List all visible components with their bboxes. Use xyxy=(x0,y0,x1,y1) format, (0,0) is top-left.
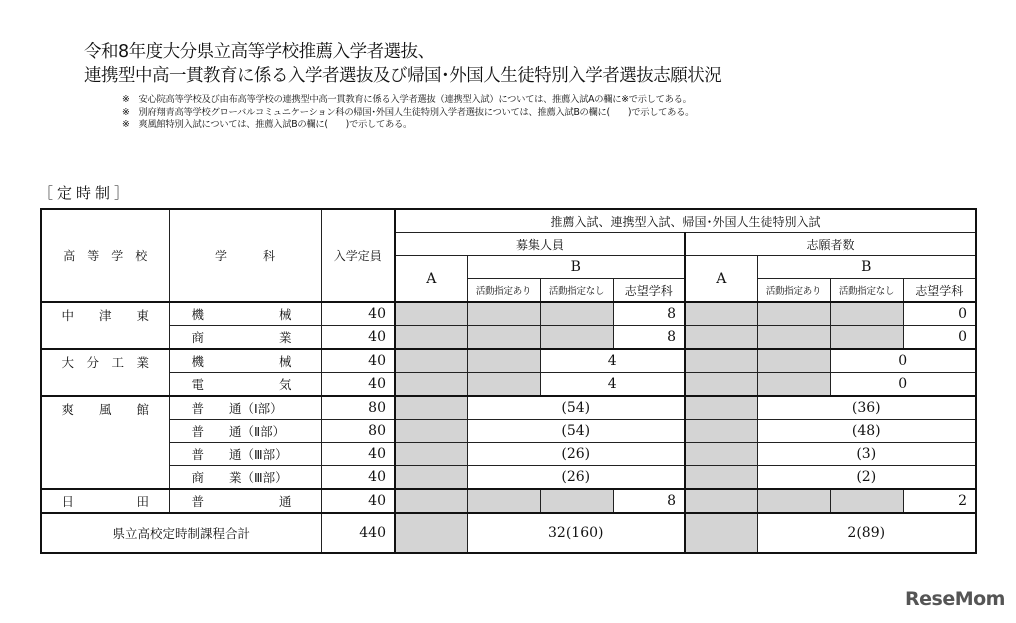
shaded-cell xyxy=(540,326,613,350)
header-wish: 志望学科 xyxy=(903,279,976,303)
capacity: 40 xyxy=(321,349,395,373)
table-row xyxy=(41,396,976,420)
header-act-yes: 活動指定あり xyxy=(757,279,830,303)
applicant-b: (3) xyxy=(757,443,976,466)
dept-name: 電 気 xyxy=(169,373,321,397)
applicant-b: (48) xyxy=(757,420,976,443)
dept-name: 普 通（Ⅲ部） xyxy=(169,443,321,466)
shaded-cell xyxy=(830,489,903,513)
dept-name: 商 業 xyxy=(169,326,321,350)
resemom-logo: ReseMom xyxy=(905,588,1005,610)
capacity: 80 xyxy=(321,420,395,443)
header-recruit: 募集人員 xyxy=(395,233,685,256)
applicant-table xyxy=(40,208,977,554)
page-title-line1: 令和8年度大分県立高等学校推薦入学者選抜、 xyxy=(84,42,435,62)
shaded-cell xyxy=(685,396,757,420)
school-name: 日 田 xyxy=(41,489,169,513)
shaded-cell xyxy=(395,466,467,490)
table-row xyxy=(41,466,976,490)
shaded-cell xyxy=(395,302,467,326)
shaded-cell xyxy=(395,420,467,443)
total-capacity: 440 xyxy=(321,513,395,553)
applicant-b: (2) xyxy=(757,466,976,490)
dept-name: 機 械 xyxy=(169,302,321,326)
table-row xyxy=(41,489,976,513)
shaded-cell xyxy=(467,489,540,513)
shaded-cell xyxy=(685,349,757,373)
header-act-yes: 活動指定あり xyxy=(467,279,540,303)
header-capacity: 入学定員 xyxy=(321,209,395,302)
total-recruit-b: 32(160) xyxy=(467,513,685,553)
applicant-wish: 0 xyxy=(903,326,976,350)
note: ※ 別府翔青高等学校グローバルコミュニケーション科の帰国･外国人生徒特別入学者選抜については、推薦入試Bの欄に( )で示してある。 xyxy=(122,106,695,118)
total-applicant-b: 2(89) xyxy=(757,513,976,553)
shaded-cell xyxy=(395,513,467,553)
header-dept: 学 科 xyxy=(169,209,321,302)
shaded-cell xyxy=(395,443,467,466)
header-b: B xyxy=(757,256,976,279)
applicant-b: (36) xyxy=(757,396,976,420)
header-group: 推薦入試、連携型入試、帰国･外国人生徒特別入試 xyxy=(395,209,976,233)
recruit-wish: 8 xyxy=(613,302,685,326)
applicant-wish: 2 xyxy=(903,489,976,513)
capacity: 40 xyxy=(321,302,395,326)
recruit-b: 4 xyxy=(540,349,685,373)
total-row xyxy=(41,513,976,553)
header-applicants: 志願者数 xyxy=(685,233,976,256)
notes xyxy=(122,94,694,132)
section-heading: ［定時制］ xyxy=(38,184,134,202)
applicant-b: 0 xyxy=(830,373,976,397)
page-title-line2: 連携型中高一貫教育に係る入学者選抜及び帰国･外国人生徒特別入学者選抜志願状況 xyxy=(84,66,722,86)
shaded-cell xyxy=(830,302,903,326)
shaded-cell xyxy=(757,349,830,373)
shaded-cell xyxy=(467,302,540,326)
school-name: 中 津 東 xyxy=(41,302,169,349)
shaded-cell xyxy=(467,373,540,397)
shaded-cell xyxy=(685,489,757,513)
shaded-cell xyxy=(540,489,613,513)
table-row xyxy=(41,420,976,443)
shaded-cell xyxy=(685,466,757,490)
shaded-cell xyxy=(540,302,613,326)
note: ※ 安心院高等学校及び由布高等学校の連携型中高一貫教育に係る入学者選抜（連携型入試）については、推薦入試Aの欄に※で示してある。 xyxy=(122,94,692,105)
note: ※ 爽風館特別入試については、推薦入試Bの欄に( )で示してある。 xyxy=(122,119,412,130)
dept-name: 機 械 xyxy=(169,349,321,373)
applicant-wish: 0 xyxy=(903,302,976,326)
table-row xyxy=(41,373,976,397)
table-row xyxy=(41,302,976,326)
recruit-b: (54) xyxy=(467,396,685,420)
header-a: A xyxy=(395,256,467,303)
recruit-b: 4 xyxy=(540,373,685,397)
header-school: 高 等 学 校 xyxy=(41,209,169,302)
dept-name: 商 業（Ⅲ部） xyxy=(169,466,321,490)
shaded-cell xyxy=(757,373,830,397)
shaded-cell xyxy=(757,489,830,513)
shaded-cell xyxy=(395,373,467,397)
capacity: 40 xyxy=(321,466,395,490)
shaded-cell xyxy=(395,489,467,513)
shaded-cell xyxy=(757,326,830,350)
capacity: 40 xyxy=(321,489,395,513)
recruit-b: (54) xyxy=(467,420,685,443)
shaded-cell xyxy=(685,443,757,466)
total-label: 県立高校定時制課程合計 xyxy=(41,513,321,553)
table-row xyxy=(41,326,976,350)
table-row xyxy=(41,349,976,373)
shaded-cell xyxy=(830,326,903,350)
shaded-cell xyxy=(685,326,757,350)
dept-name: 普 通（Ⅰ部） xyxy=(169,396,321,420)
recruit-b: (26) xyxy=(467,443,685,466)
header-act-no: 活動指定なし xyxy=(540,279,613,303)
dept-name: 普 通 xyxy=(169,489,321,513)
dept-name: 普 通（Ⅱ部） xyxy=(169,420,321,443)
capacity: 40 xyxy=(321,373,395,397)
header-act-no: 活動指定なし xyxy=(830,279,903,303)
shaded-cell xyxy=(685,302,757,326)
shaded-cell xyxy=(685,513,757,553)
recruit-wish: 8 xyxy=(613,326,685,350)
header-b: B xyxy=(467,256,685,279)
header-wish: 志望学科 xyxy=(613,279,685,303)
table-row xyxy=(41,443,976,466)
shaded-cell xyxy=(685,373,757,397)
shaded-cell xyxy=(685,420,757,443)
applicant-b: 0 xyxy=(830,349,976,373)
shaded-cell xyxy=(757,302,830,326)
school-name: 大 分 工 業 xyxy=(41,349,169,396)
recruit-b: (26) xyxy=(467,466,685,490)
recruit-wish: 8 xyxy=(613,489,685,513)
capacity: 40 xyxy=(321,326,395,350)
shaded-cell xyxy=(395,349,467,373)
shaded-cell xyxy=(467,349,540,373)
capacity: 80 xyxy=(321,396,395,420)
header-a: A xyxy=(685,256,757,303)
shaded-cell xyxy=(395,326,467,350)
capacity: 40 xyxy=(321,443,395,466)
shaded-cell xyxy=(467,326,540,350)
shaded-cell xyxy=(395,396,467,420)
school-name: 爽 風 館 xyxy=(41,396,169,489)
